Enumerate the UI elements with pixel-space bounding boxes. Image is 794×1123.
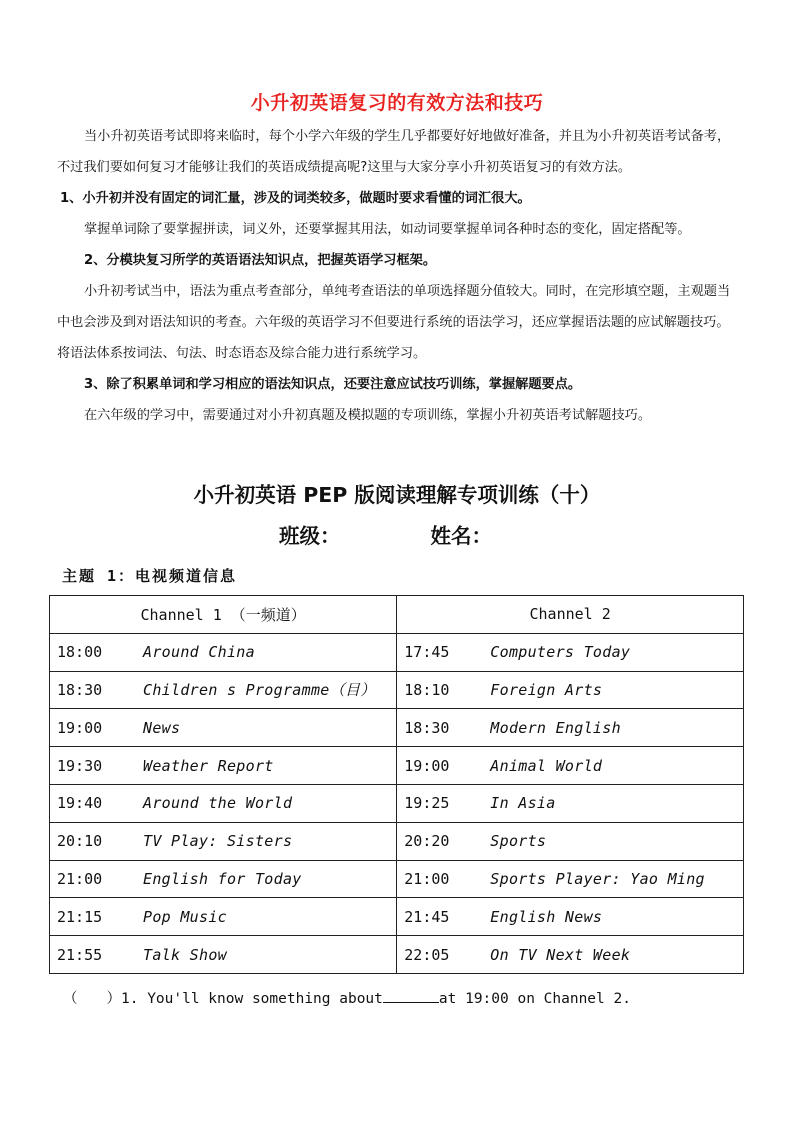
table-cell [50, 709, 397, 747]
program-time: 19:30 [57, 756, 103, 775]
table-cell [397, 822, 744, 860]
column-header: Channel 2 [397, 596, 744, 634]
program-time: 19:40 [57, 794, 103, 813]
program-title: Computers Today [490, 643, 631, 662]
program-time: 20:20 [404, 832, 450, 851]
table-cell [50, 633, 397, 671]
program-title: Around the World [143, 794, 293, 813]
program-title: Around China [143, 643, 255, 662]
class-label: 班级： [279, 524, 341, 548]
program-time: 18:00 [57, 643, 103, 662]
table-cell [397, 747, 744, 785]
table-cell [397, 671, 744, 709]
intro-paragraph: 掌握单词除了要掌握拼读，词义外，还要掌握其用法，如动词要掌握单词各种时态的变化，固定搭配等。 [84, 222, 691, 237]
program-title: Pop Music [143, 907, 227, 926]
tv-schedule-table [49, 595, 744, 974]
program-title: Talk Show [143, 945, 227, 964]
table-cell [50, 822, 397, 860]
table-row [50, 898, 744, 936]
intro-heading: 3、除了积累单词和学习相应的语法知识点，还要注意应试技巧训练，掌握解题要点。 [84, 377, 582, 392]
question-text-end: at 19:00 on Channel 2. [438, 991, 631, 1007]
table-cell [397, 784, 744, 822]
program-time: 21:00 [404, 869, 450, 888]
table-row [50, 671, 744, 709]
program-time: 21:45 [404, 907, 450, 926]
program-title: Animal World [490, 756, 603, 775]
name-label: 姓名： [430, 524, 492, 548]
table-cell [50, 671, 397, 709]
intro-paragraph: 小升初考试当中，语法为重点考查部分，单纯考查语法的单项选择题分值较大。同时，在完形填空题，主观题当中也会涉及到对语法知识的考查。六年级的英语学习不但要进行系统的语法学习，还应掌握语法题的应试解题技巧。将语法体系按词法、句法、时态语态及综合能力进行系统学习。 [57, 284, 731, 361]
table-cell [397, 633, 744, 671]
program-title: Foreign Arts [490, 680, 603, 699]
intro-paragraph: 当小升初英语考试即将来临时，每个小学六年级的学生几乎都要好好地做好准备，并且为小升初英语考试备考，不过我们要如何复习才能够让我们的英语成绩提高呢?这里与大家分享小升初英语复习的有效方法。 [57, 129, 731, 175]
table-cell [397, 936, 744, 974]
program-title: Weather Report [143, 756, 274, 775]
table-cell [397, 860, 744, 898]
program-title: On TV Next Week [490, 945, 631, 964]
program-time: 21:00 [57, 869, 103, 888]
table-row [50, 936, 744, 974]
program-time: 18:30 [57, 680, 103, 699]
intro-heading: 1、小升初并没有固定的词汇量，涉及的词类较多，做题时要求看懂的词汇很大。 [60, 191, 531, 206]
class-name-line [279, 519, 492, 549]
program-time: 21:55 [57, 945, 103, 964]
table-cell [50, 898, 397, 936]
table-row [50, 860, 744, 898]
program-title: News [143, 718, 181, 737]
table-cell [50, 860, 397, 898]
program-title: Sports Player: Yao Ming [490, 869, 705, 888]
program-time: 21:15 [57, 907, 103, 926]
program-title: Sports [490, 832, 547, 851]
table-row [50, 784, 744, 822]
program-time: 19:00 [57, 718, 103, 737]
intro-paragraph: 在六年级的学习中，需要通过对小升初真题及模拟题的专项训练，掌握小升初英语考试解题技巧。 [84, 408, 652, 423]
program-title: In Asia [490, 794, 556, 813]
table-cell [397, 898, 744, 936]
table-row [50, 747, 744, 785]
topic-heading: 主题 1：电视频道信息 [62, 567, 238, 585]
program-time: 20:10 [57, 832, 103, 851]
table-row [50, 822, 744, 860]
program-title: English for Today [143, 869, 302, 888]
table-cell [50, 747, 397, 785]
table-row [50, 633, 744, 671]
program-time: 22:05 [404, 945, 450, 964]
table-cell [50, 784, 397, 822]
table-row [50, 709, 744, 747]
question-text: （ ）1. You'll know something about [63, 991, 383, 1007]
table-header-row [50, 596, 744, 634]
column-header: Channel 1 （一频道） [50, 596, 397, 634]
program-title: English News [490, 907, 603, 926]
program-time: 18:30 [404, 718, 450, 737]
program-time: 17:45 [404, 643, 450, 662]
worksheet-title: 小升初英语 PEP 版阅读理解专项训练（十） [193, 483, 601, 507]
program-time: 19:25 [404, 794, 450, 813]
program-title: Children s Programme（目） [143, 681, 376, 700]
answer-blank[interactable] [383, 988, 439, 1003]
program-time: 19:00 [404, 756, 450, 775]
intro-title: 小升初英语复习的有效方法和技巧 [250, 92, 544, 114]
intro-body [57, 121, 742, 431]
table-cell [50, 936, 397, 974]
question-1 [63, 987, 631, 1008]
program-title: TV Play: Sisters [143, 832, 293, 851]
program-title: Modern English [490, 718, 621, 737]
program-time: 18:10 [404, 680, 450, 699]
intro-heading: 2、分模块复习所学的英语语法知识点，把握英语学习框架。 [84, 253, 437, 268]
table-cell [397, 709, 744, 747]
